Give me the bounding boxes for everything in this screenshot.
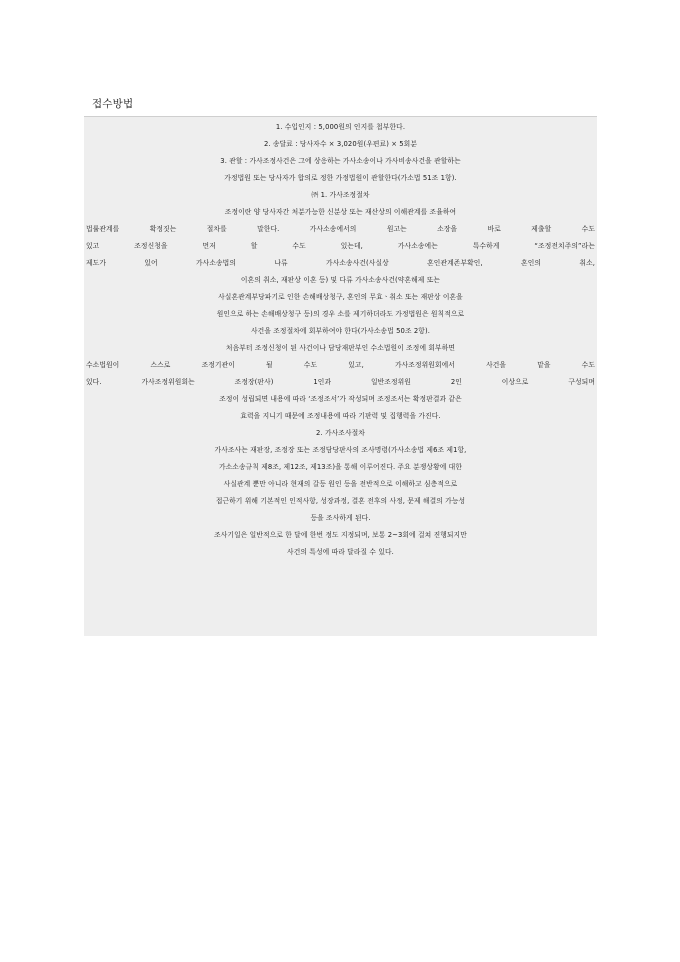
text-line: 2. 송달료 : 당사자수 × 3,020원(우편료) × 5회분: [263, 140, 418, 148]
text-line: 3. 관할 : 가사조정사건은 그에 상응하는 가사소송이나 가사비송사건을 관할하는: [220, 157, 461, 165]
text-line: 사건을 조정절차에 회부하여야 한다(가사소송법 50조 2항).: [251, 327, 430, 335]
text-line: 가사조사는 재판장, 조정장 또는 조정담당판사의 조사명령(가사소송법 제6조 제1항,: [214, 446, 467, 454]
section-title: 2. 가사조사절차: [316, 429, 365, 437]
content-box: [84, 116, 597, 636]
document-heading: 접수방법: [92, 98, 134, 110]
text-line: 사실관계 뿐만 아니라 현재의 갈등 원인 등을 전반적으로 이해하고 심층적으로: [223, 480, 458, 488]
text-line: 1. 수입인지 : 5,000원의 인지를 첩부한다.: [275, 123, 406, 131]
text-line: 이혼의 취소, 재판상 이혼 등) 및 다류 가사소송사건(약혼해제 또는: [240, 276, 441, 284]
text-line: 조정이란 양 당사자간 처분가능한 신분상 또는 재산상의 이해관계를 조율하여: [224, 208, 457, 216]
text-line: 원인으로 하는 손해배상청구 등)의 경우 소를 제기하더라도 가정법원은 원칙적으로: [216, 310, 465, 318]
text-line: 사실혼관계부당파기로 인한 손해배상청구, 혼인의 무효ㆍ취소 또는 재판상 이혼을: [218, 293, 463, 301]
text-line: 접근하기 위해 기본적인 인적사항, 성장과정, 결혼 전후의 사정, 문제 해결의 가능성: [215, 497, 466, 505]
text-line: 가소소송규칙 제8조, 제12조, 제13조)을 통해 이루어진다. 주요 분쟁상황에 대한: [218, 463, 463, 471]
text-line: 수소법원이 스스로 조정기관이 될 수도 있고, 가사조정위원회에서 사건을 맡을 수도: [86, 361, 595, 369]
text-line: 사건의 특성에 따라 달라질 수 있다.: [287, 548, 394, 556]
text-line: 처음부터 조정신청이 된 사건이나 담당재판부인 수소법원이 조정에 회부하면: [225, 344, 456, 352]
text-line: 조사기일은 일반적으로 한 달에 한번 정도 지정되며, 보통 2~3회에 걸쳐 진행되지만: [214, 531, 467, 539]
text-line: 있다. 가사조정위원회는 조정장(판사) 1인과 일반조정위원 2인 이상으로 구성되며: [86, 378, 595, 386]
text-line: 법률관계를 확정짓는 절차를 말한다. 가사소송에서의 원고는 소장을 바로 제출할 수도: [86, 225, 595, 233]
text-line: 등을 조사하게 된다.: [310, 514, 371, 522]
text-line: 있고 조정신청을 먼저 할 수도 있는데, 가사소송에는 특수하게 “조정전치주의”라는: [86, 242, 595, 250]
section-title: ㈜ 1. 가사조정절차: [311, 191, 370, 199]
text-line: 조정이 성립되면 내용에 따라 ‘조정조서’가 작성되며 조정조서는 확정판결과 같은: [219, 395, 462, 403]
text-line: 효력을 지니기 때문에 조정내용에 따라 기판력 및 집행력을 가진다.: [240, 412, 441, 420]
text-line: 가정법원 또는 당사자가 합의로 정한 가정법원이 관할한다(가소법 51조 1항).: [224, 174, 457, 182]
text-line: 제도가 있어 가사소송법의 나류 가사소송사건(사실상 혼인관계존부확인, 혼인의 취소,: [86, 259, 595, 267]
